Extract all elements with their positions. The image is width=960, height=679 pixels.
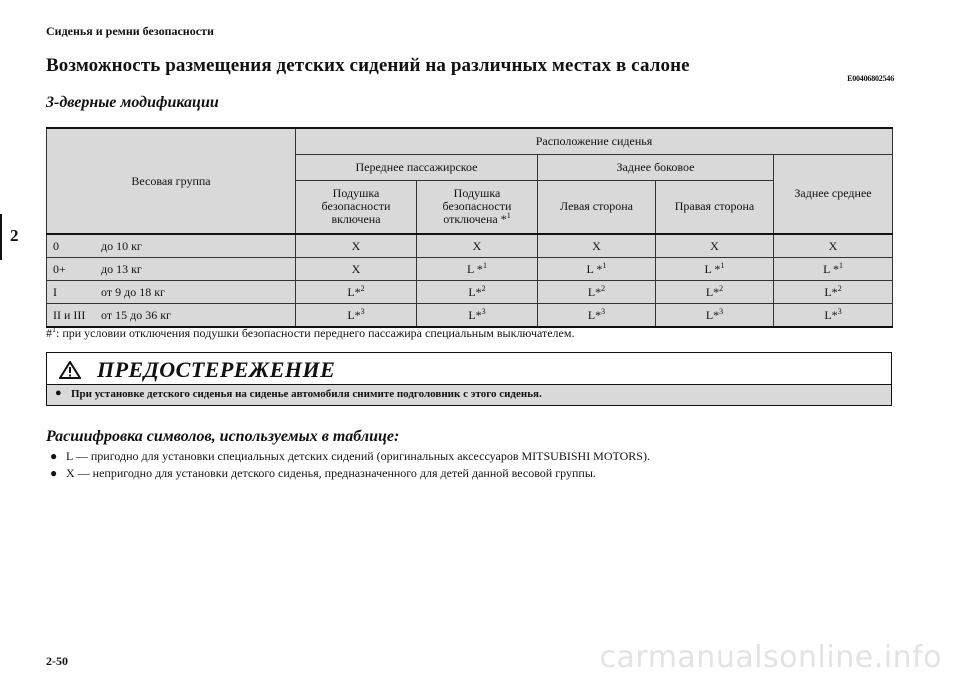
chapter-number: 2 xyxy=(10,226,19,245)
warning-title-bar xyxy=(47,353,891,385)
airbag-on-header: Подушка безопасности включена xyxy=(296,180,417,234)
warning-box xyxy=(46,352,892,406)
warning-triangle-icon xyxy=(59,361,81,379)
table-cell: L*$^2$ xyxy=(538,281,656,304)
table-cell: L*$^3$ xyxy=(417,304,538,328)
table-cell: L*$^2$ xyxy=(656,281,774,304)
group-cell: II и III xyxy=(53,307,86,322)
legend-item: ● X — непригодно для установки детского сиденья, предназначенного для детей данной весовой группы. xyxy=(50,466,596,480)
table-cell: X xyxy=(538,234,656,258)
legend-item: ● L — пригодно для установки специальных детских сидений (оригинальных аксессуаров MITSUBISHI MOTORS). xyxy=(50,449,650,463)
table-row xyxy=(47,281,893,304)
child-seat-table xyxy=(46,127,893,328)
watermark: carmanualsonline.info xyxy=(599,640,942,675)
table-cell: X xyxy=(774,234,893,258)
front-passenger-header: Переднее пассажирское xyxy=(296,154,538,180)
table-row xyxy=(47,258,893,281)
rear-side-header: Заднее боковое xyxy=(538,154,774,180)
table-cell: L*$^2$ xyxy=(296,281,417,304)
page-number: 2-50 xyxy=(46,654,68,668)
table-cell: L*$^3$ xyxy=(538,304,656,328)
weight-range-cell: от 9 до 18 кг xyxy=(101,284,165,299)
weight-range-cell: от 15 до 36 кг xyxy=(101,307,171,322)
table-cell: L *$^1$ xyxy=(656,258,774,281)
document-code: E00406802546 xyxy=(847,74,894,83)
chapter-marker-rule xyxy=(0,214,2,260)
right-side-header: Правая сторона xyxy=(656,180,774,234)
table-cell: X xyxy=(296,258,417,281)
table-cell: L*$^2$ xyxy=(417,281,538,304)
table-cell: L *$^1$ xyxy=(538,258,656,281)
table-cell: L*$^3$ xyxy=(774,304,893,328)
warning-body xyxy=(47,385,891,405)
table-cell: L*$^3$ xyxy=(656,304,774,328)
page-subtitle: 3-дверные модификации xyxy=(46,94,219,111)
weight-range-cell: до 10 кг xyxy=(101,238,142,253)
table-cell: X xyxy=(417,234,538,258)
group-cell: 0+ xyxy=(53,261,66,276)
table-cell: X xyxy=(656,234,774,258)
table-cell: L*$^2$ xyxy=(774,281,893,304)
bullet-icon: ● xyxy=(50,466,58,480)
table-row xyxy=(47,304,893,328)
warning-text: При установке детского сиденья на сиденье автомобиля снимите подголовник с этого сиденья. xyxy=(71,388,542,400)
section-header: Сиденья и ремни безопасности xyxy=(46,24,214,38)
weight-range-cell: до 13 кг xyxy=(101,261,142,276)
airbag-off-header: Подушка безопасности отключена *$^1$ xyxy=(417,180,538,234)
rear-center-header: Заднее среднее xyxy=(774,154,893,234)
weight-group-header: Весовая группа xyxy=(47,128,296,234)
page-title: Возможность размещения детских сидений на различных местах в салоне xyxy=(46,55,690,76)
table-cell: L*$^3$ xyxy=(296,304,417,328)
table-cell: L *$^1$ xyxy=(774,258,893,281)
table-row xyxy=(47,234,893,258)
group-cell: 0 xyxy=(53,238,59,253)
group-cell: I xyxy=(53,284,57,299)
bullet-icon: ● xyxy=(50,449,58,463)
legend-title: Расшифровка символов, используемых в таблице: xyxy=(46,428,400,445)
bullet-icon: ● xyxy=(55,387,62,399)
table-cell: X xyxy=(296,234,417,258)
seat-position-header: Расположение сиденья xyxy=(296,128,893,154)
table-footnote: #$^1$: при условии отключения подушки безопасности переднего пассажира специальным выключателем. xyxy=(46,325,575,340)
left-side-header: Левая сторона xyxy=(538,180,656,234)
warning-heading: ПРЕДОСТЕРЕЖЕНИЕ xyxy=(97,357,336,382)
table-cell: L *$^1$ xyxy=(417,258,538,281)
